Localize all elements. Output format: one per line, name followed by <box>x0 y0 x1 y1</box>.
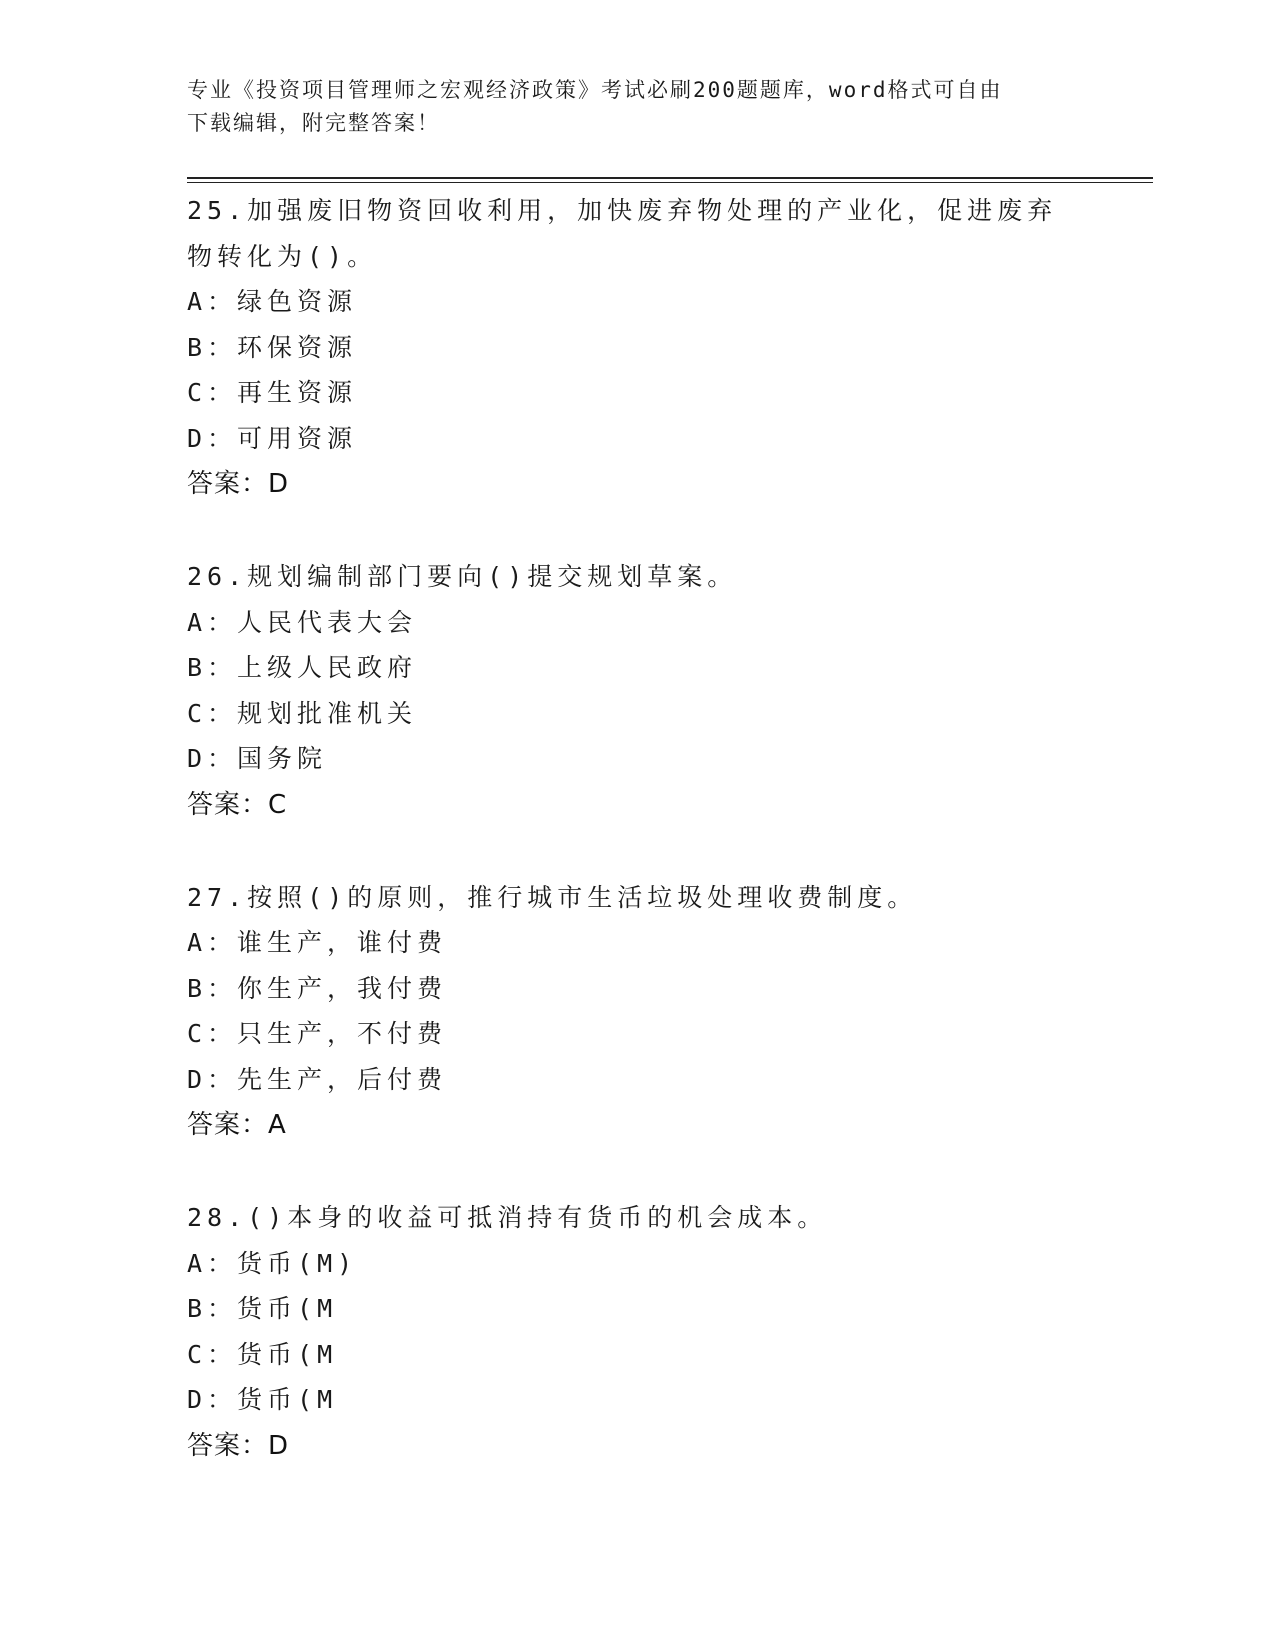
question-list <box>187 188 1087 1516</box>
option-c: C：货币(M <box>187 1339 338 1369</box>
question-stem: 25.加强废旧物资回收利用，加快废弃物处理的产业化，促进废弃物转化为()。 <box>187 196 1058 271</box>
question-25 <box>187 188 1087 507</box>
question-26 <box>187 554 1087 828</box>
option-d: D：货币(M <box>187 1385 338 1414</box>
option-b: B：上级人民政府 <box>187 653 418 682</box>
answer-label: 答案：A <box>187 1110 287 1140</box>
option-b: B：环保资源 <box>187 332 358 362</box>
option-b: B：货币(M <box>187 1294 338 1323</box>
answer-label: 答案：D <box>187 469 290 499</box>
option-a: A：货币(M) <box>187 1248 358 1278</box>
header-divider-thin <box>187 182 1153 183</box>
option-c: C：再生资源 <box>187 378 358 407</box>
question-stem: 27.按照()的原则，推行城市生活垃圾处理收费制度。 <box>187 882 918 912</box>
question-stem: 28.()本身的收益可抵消持有货币的机会成本。 <box>187 1203 828 1232</box>
option-a: A：人民代表大会 <box>187 607 418 637</box>
header-line-2: 下载编辑，附完整答案！ <box>187 111 440 135</box>
answer-label: 答案：C <box>187 789 288 820</box>
question-28 <box>187 1195 1087 1469</box>
option-d: D：先生产，后付费 <box>187 1064 448 1094</box>
header-line-1: 专业《投资项目管理师之宏观经济政策》考试必刷200题题库，word格式可自由 <box>187 78 1003 102</box>
answer-label: 答案：D <box>187 1430 290 1461</box>
option-c: C：规划批准机关 <box>187 698 418 728</box>
question-27 <box>187 875 1087 1149</box>
header-divider <box>187 177 1153 179</box>
option-a: A：绿色资源 <box>187 287 358 316</box>
option-b: B：你生产，我付费 <box>187 973 448 1003</box>
option-d: D：国务院 <box>187 744 328 773</box>
option-a: A：谁生产，谁付费 <box>187 928 448 957</box>
option-c: C：只生产，不付费 <box>187 1019 448 1048</box>
option-d: D：可用资源 <box>187 423 358 453</box>
document-header <box>187 74 1087 140</box>
question-stem: 26.规划编制部门要向()提交规划草案。 <box>187 562 738 591</box>
